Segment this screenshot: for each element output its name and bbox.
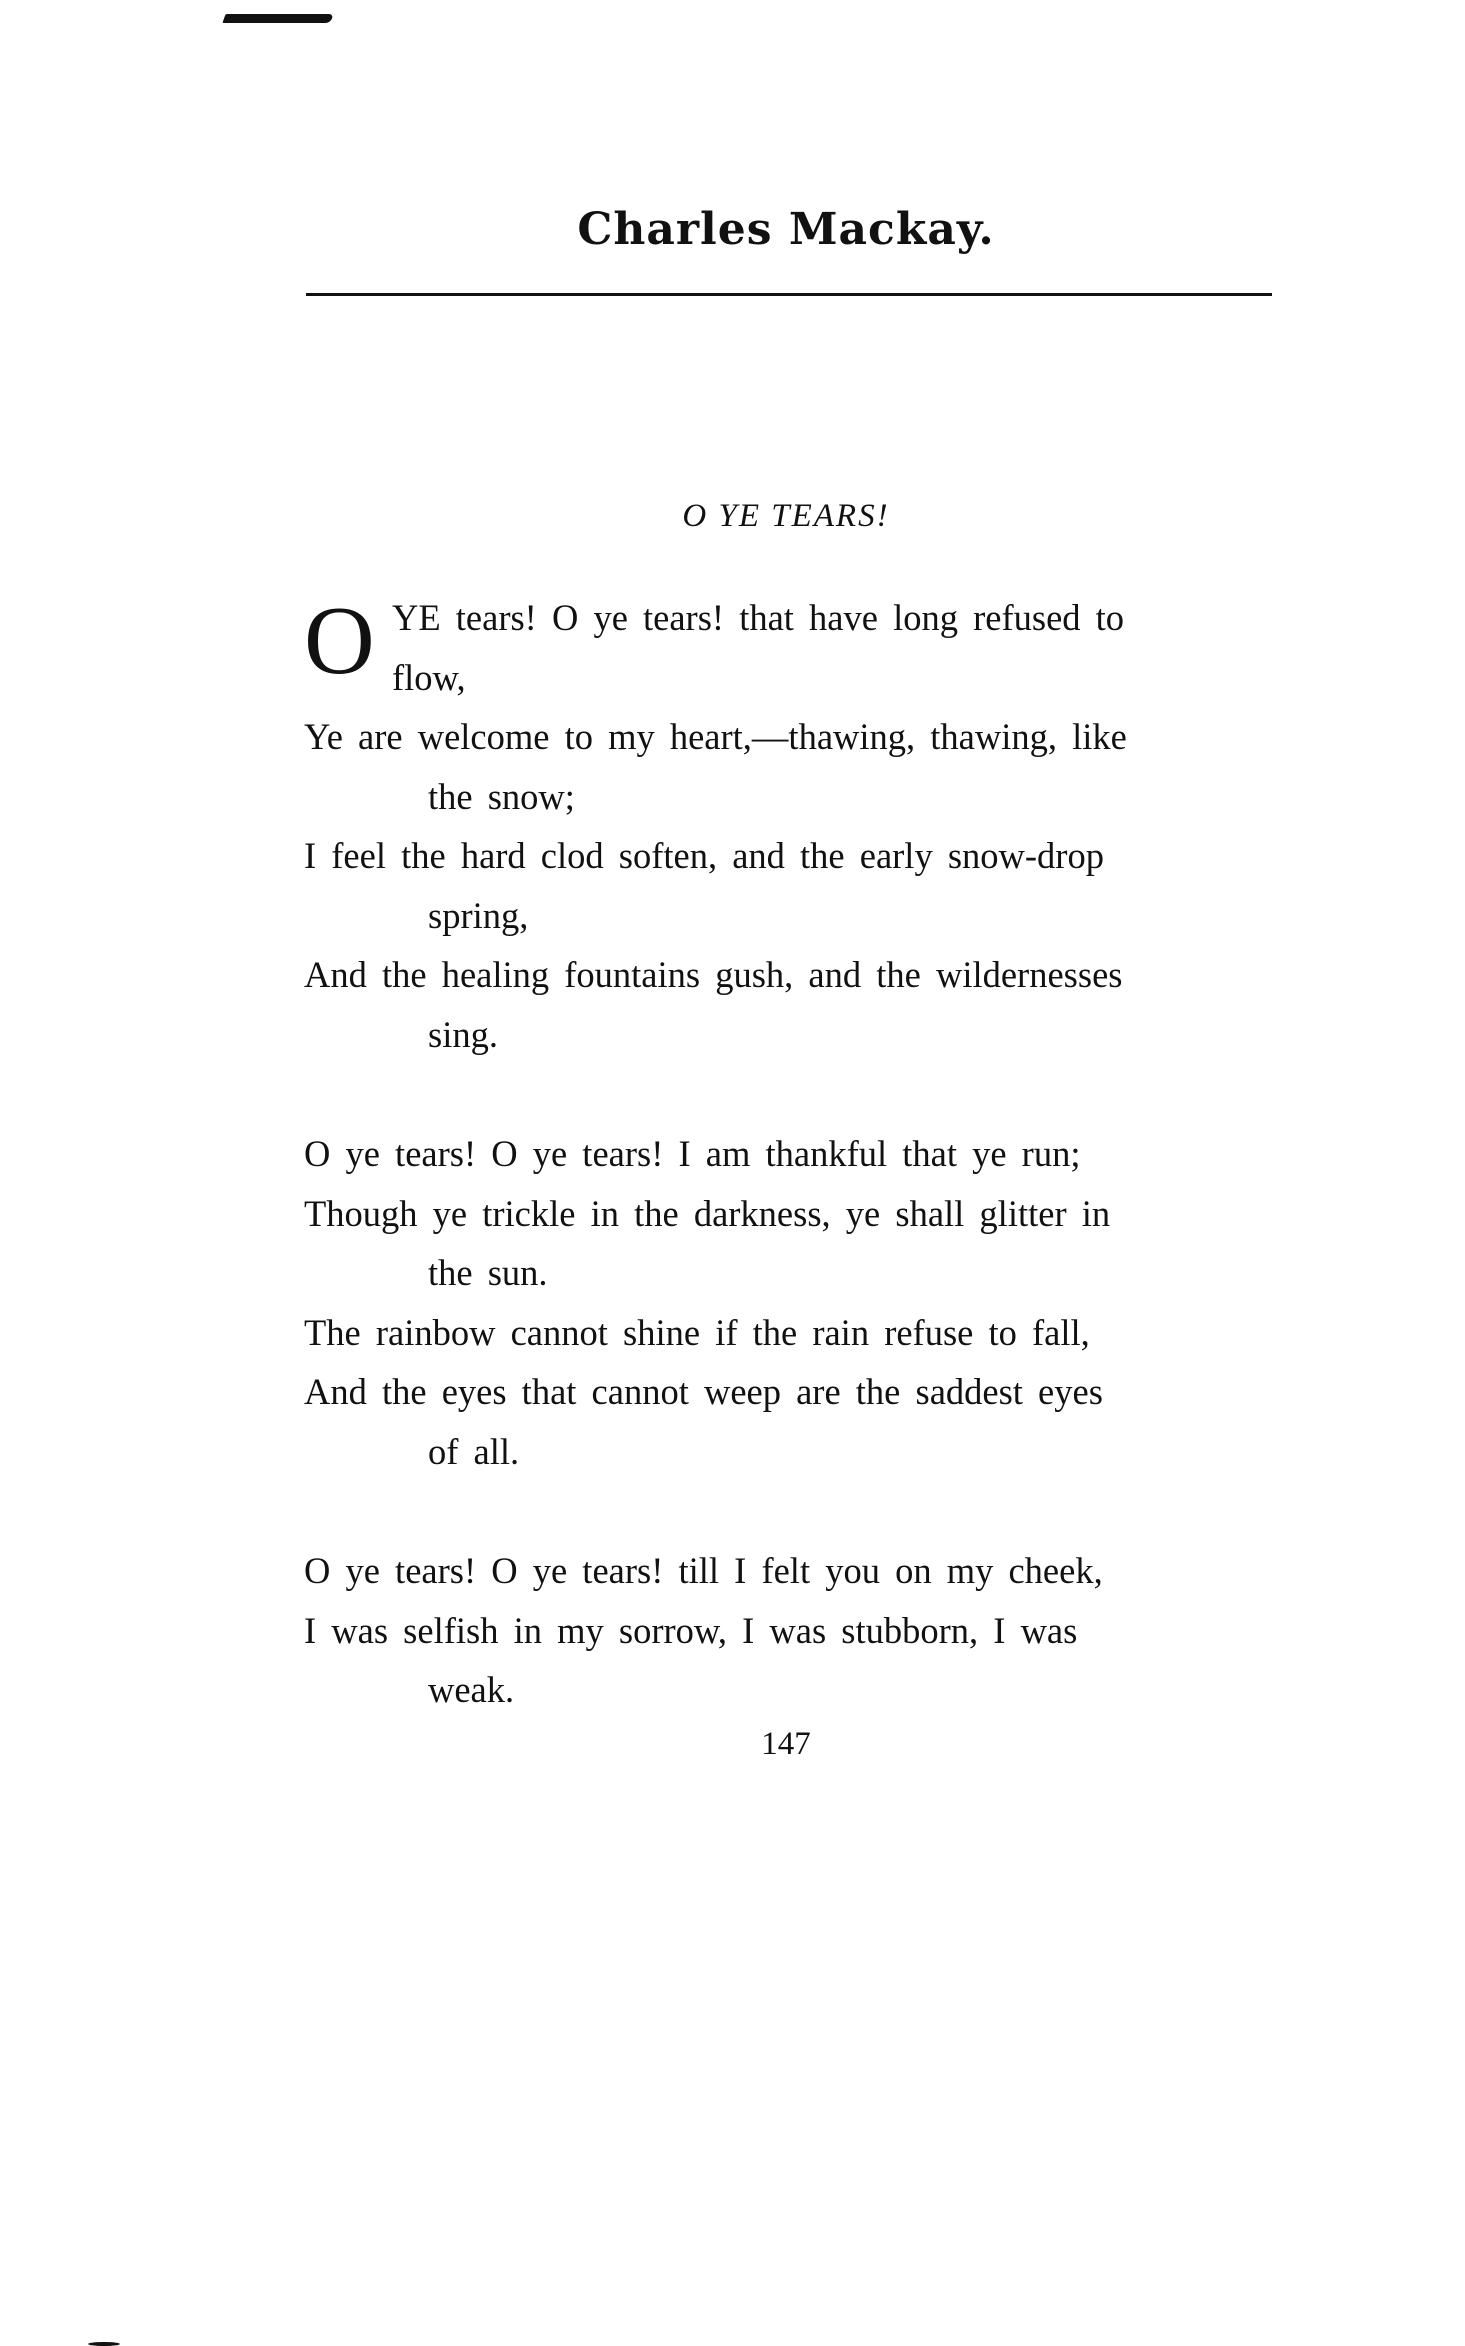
running-head: Charles Mackay. [577, 204, 995, 255]
header-rule [306, 293, 1272, 296]
poem-line: YE tears! O ye tears! that have long refused to [392, 597, 1125, 638]
poem-line: of all. [428, 1430, 520, 1472]
stanza [304, 1541, 1276, 1720]
poem-line: Ye are welcome to my heart,—thawing, thawing, like [304, 716, 1127, 757]
poem-line: the sun. [428, 1252, 548, 1293]
poem-title: O YE TEARS! [682, 498, 890, 534]
scan-artifact-mark [222, 14, 333, 23]
poem-line: I was selfish in my sorrow, I was stubborn, I was [304, 1609, 1078, 1651]
scan-artifact-mark [88, 2342, 120, 2346]
poem-line: Though ye trickle in the darkness, ye shall glitter in [304, 1192, 1111, 1234]
drop-cap: O [304, 587, 375, 695]
poem-body [304, 588, 1276, 1720]
poem-line: O ye tears! O ye tears! I am thankful that ye run; [304, 1133, 1081, 1174]
stanza [304, 588, 1276, 1064]
poem-line: the snow; [428, 775, 575, 817]
poem-line: And the eyes that cannot weep are the saddest eyes [304, 1371, 1103, 1412]
poem-line: weak. [428, 1669, 515, 1710]
poem-line: spring, [428, 894, 529, 936]
poem-line: The rainbow cannot shine if the rain refuse to fall, [304, 1311, 1090, 1353]
poem-line: I feel the hard clod soften, and the early snow-drop [304, 835, 1104, 876]
poem-line: flow, [392, 656, 466, 698]
poem-line: sing. [428, 1013, 498, 1055]
poem-line: And the healing fountains gush, and the wildernesses [304, 954, 1123, 995]
stanza-gap [304, 1064, 1276, 1124]
poem-line: O ye tears! O ye tears! till I felt you on my cheek, [304, 1550, 1103, 1591]
stanza [304, 1124, 1276, 1481]
page-number: 147 [761, 1726, 811, 1762]
stanza-gap [304, 1481, 1276, 1541]
